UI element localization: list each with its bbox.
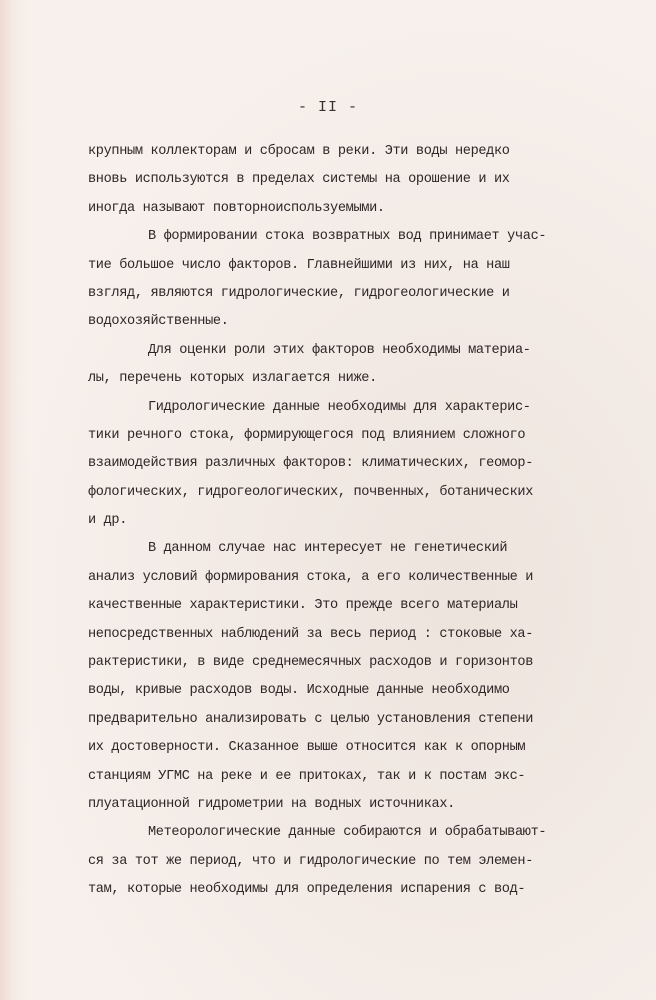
text-line: предварительно анализировать с целью установления степени [88, 711, 534, 727]
page-number: - II - [297, 99, 358, 116]
text-line: анализ условий формирования стока, а его количественные и [88, 569, 534, 585]
text-line: воды, кривые расходов воды. Исходные данные необходимо [88, 683, 510, 699]
body-text [88, 138, 588, 905]
text-line: лы, перечень которых излагается ниже. [88, 371, 377, 387]
text-line: вновь используются в пределах системы на орошение и их [88, 172, 510, 188]
text-line: тие большое число факторов. Главнейшими из них, на наш [88, 257, 510, 273]
text-line: плуатационной гидрометрии на водных источниках. [88, 796, 455, 812]
paragraph-start-line: Гидрологические данные необходимы для характерис- [148, 399, 531, 415]
text-line: ся за тот же период, что и гидрологические по тем элемен- [88, 853, 534, 869]
paragraph-start-line: В формировании стока возвратных вод принимает учас- [148, 229, 547, 245]
text-line: там, которые необходимы для определения испарения с вод- [88, 882, 526, 898]
text-line: взаимодействия различных факторов: климатических, геомор- [88, 456, 534, 472]
paragraph-start-line: Метеорологические данные собираются и обрабатывают- [148, 825, 547, 841]
text-line: иногда называют повторноиспользуемыми. [88, 200, 385, 216]
text-line: непосредственных наблюдений за весь период : стоковые ха- [88, 626, 534, 642]
text-line: и др. [88, 513, 128, 529]
text-line: крупным коллекторам и сбросам в реки. Эти воды нередко [88, 144, 510, 159]
paragraph-start-line: Для оценки роли этих факторов необходимы материа- [148, 342, 531, 358]
text-line: их достоверности. Сказанное выше относится как к опорным [88, 740, 526, 756]
text-line: тики речного стока, формирующегося под влиянием сложного [88, 427, 526, 443]
text-line: качественные характеристики. Это прежде всего материалы [88, 598, 518, 614]
text-line: рактеристики, в виде среднемесячных расходов и горизонтов [88, 655, 534, 671]
text-line: взгляд, являются гидрологические, гидрогеологические и [88, 285, 510, 301]
text-line: водохозяйственные. [88, 314, 229, 330]
text-line: фологических, гидрогеологических, почвенных, ботанических [88, 484, 534, 500]
paragraph-start-line: В данном случае нас интересует не генетический [148, 541, 508, 557]
text-line: станциям УГМС на реке и ее притоках, так и к постам экс- [88, 768, 526, 784]
